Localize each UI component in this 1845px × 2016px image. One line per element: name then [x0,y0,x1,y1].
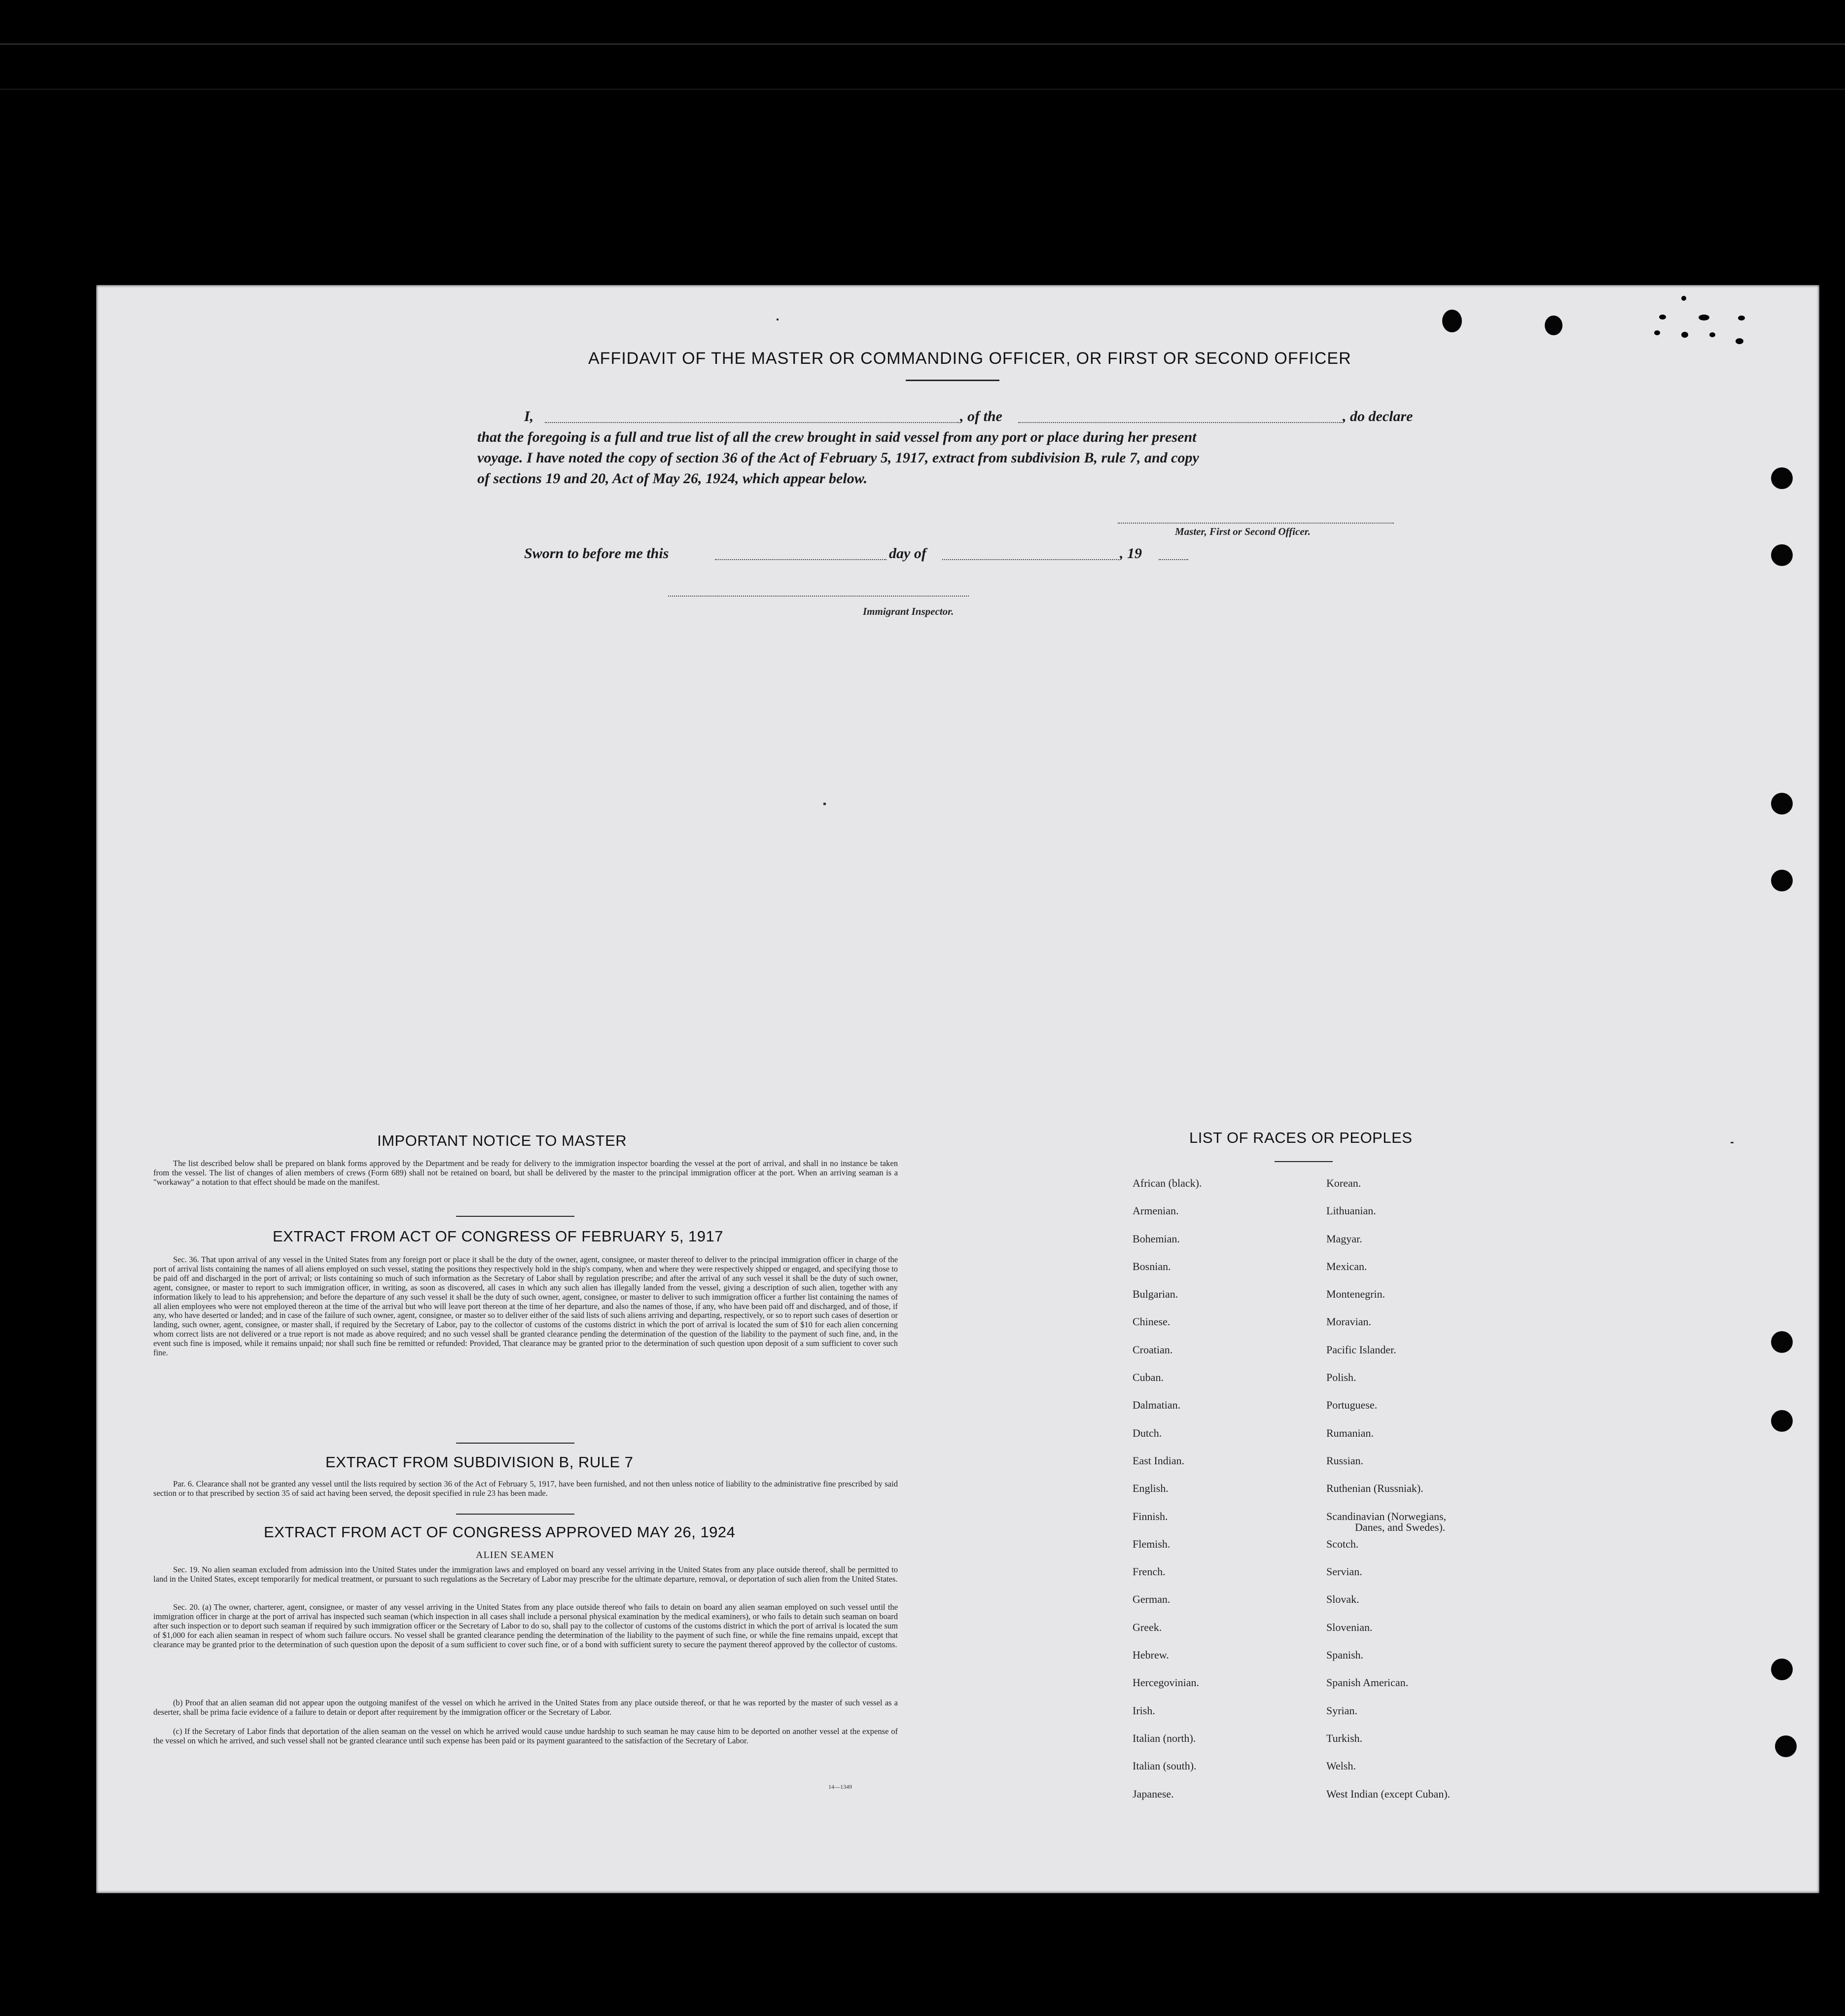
name-field[interactable] [545,422,959,423]
race-item-text: Scandinavian (Norwegians, [1326,1510,1447,1522]
race-item: Dutch. [1133,1426,1162,1439]
race-item: Spanish. [1326,1649,1364,1662]
race-item: Korean. [1326,1177,1361,1189]
affidavit-of-the-label: , of the [960,408,1002,424]
race-item: French. [1133,1565,1166,1578]
race-item: Greek. [1133,1621,1162,1633]
form-number: 14—1349 [828,1783,852,1790]
race-item: Italian (south). [1133,1760,1197,1772]
race-item: Pacific Islander. [1326,1343,1396,1356]
document-sheet [96,285,1819,1893]
ink-speck [1659,315,1666,319]
race-item: Irish. [1133,1704,1155,1717]
notice-title: IMPORTANT NOTICE TO MASTER [377,1132,627,1149]
sworn-year-field[interactable] [1159,559,1188,560]
race-item: African (black). [1133,1177,1202,1189]
punch-hole [1771,793,1793,814]
race-item: Cuban. [1133,1371,1164,1384]
race-item: Bohemian. [1133,1232,1180,1245]
punch-hole [1771,544,1793,566]
paper-speck [777,318,779,320]
extract-1917-text: Sec. 36. That upon arrival of any vessel in the United States from any foreign port or place it shall be the duty of the owner, agent, consignee, or master thereof to deliver to the principal immigration officer in charge of the port of arrival lists containing the names of all aliens employed on such vessel, stating the positions they respectively hold in the ship's company, when and where they were respectively shipped or engaged, and specifying those to be paid off and discharged in the port of arrival; or lists containing so much of such information as the Secretary of Labor shall by regulation prescribe; and after the arrival of any such vessel it shall be the duty of such owner, agent, consignee, or master to report to such immigration officer, in writing, as soon as discovered, all cases in which any such alien has illegally landed from the vessel, giving a description of such alien, together with any information likely to lead to his apprehension; and before the departure of any such vessel it shall be the duty of such owner, agent, consignee, or master to deliver to such immigration officer a further list containing the names of all alien employees who were not employed thereon at the time of the arrival but who will leave port thereon at the time of her departure, and also the names of those, if any, who have been paid off and discharged, and of those, if any, who have deserted or landed; and in case of the failure of such owner, agent, consignee, or master so to deliver either of the said lists of such aliens arriving and departing, respectively, or so to report such cases of desertion or landing, such owner, agent, consignee, or master shall, if required by the Secretary of Labor, pay to the collector of customs of the customs district in which the port of arrival is located the sum of $10 for each alien concerning whom correct lists are not delivered or a true report is not made as above required; and no such vessel shall be granted clearance pending the determination of the question of the liability to the payment of such fine, and, in the event such fine is imposed, while it remains unpaid; nor shall such fine be remitted or refunded: Provided, That clearance may be granted prior to the determination of such question upon deposit of a sum sufficient to cover such fine. [153,1255,898,1358]
race-item: Scotch. [1326,1537,1359,1550]
vessel-field[interactable] [1018,422,1342,423]
race-item: Croatian. [1133,1343,1173,1356]
section-divider [456,1216,574,1217]
punch-hole [1775,1735,1797,1757]
section-divider [456,1443,574,1444]
races-title-underline [1275,1161,1333,1162]
race-item: Italian (north). [1133,1732,1196,1744]
ink-speck [1709,332,1715,337]
extract-rule7-title: EXTRACT FROM SUBDIVISION B, RULE 7 [325,1453,634,1471]
race-item: Syrian. [1326,1704,1357,1717]
ink-speck [1736,338,1743,344]
race-item: Hebrew. [1133,1649,1169,1662]
race-item: Ruthenian (Russniak). [1326,1482,1423,1495]
race-item: Turkish. [1326,1732,1363,1744]
extract-rule7-text: Par. 6. Clearance shall not be granted any vessel until the lists required by section 36 of the Act of February 5, 1917, have been furnished, and not then unless notice of liability to the administrative fine prescribed by said section or to that prescribed by section 35 of said act having been served, the deposit specified in rule 23 has been made. [153,1479,898,1498]
race-item: Flemish. [1133,1537,1171,1550]
race-item [1326,1510,1450,1537]
race-item: Montenegrin. [1326,1288,1385,1301]
affidavit-line-2: that the foregoing is a full and true list of all the crew brought in said vessel from any port or place during her present [477,429,1197,445]
extract-1924-sec19: Sec. 19. No alien seaman excluded from admission into the United States under the immigration laws and employed on board any vessel arriving in the United States from any place outside thereof, shall be permitted to land in the United States, except temporarily for medical treatment, or pursuant to such regulations as the Secretary of Labor may prescribe for the ultimate departure, removal, or deportation of such alien from the United States. [153,1565,898,1584]
race-item: Welsh. [1326,1760,1356,1772]
race-item: German. [1133,1593,1171,1606]
extract-1924-sec20a: Sec. 20. (a) The owner, charterer, agent, consignee, or master of any vessel arriving in the United States from any place outside thereof who fails to detain on board any alien seaman employed on such vessel until the immigration officer in charge at the port of arrival has inspected such seaman (which inspection in all cases shall include a personal physical examination by the medical examiners), or who fails to detain such seaman on board after such inspection or to deport such seaman if required by such immigration officer or the Secretary of Labor to do so, shall pay to the collector of customs of the customs district in which the port of arrival is located the sum of $1,000 for each alien seaman in respect of whom such failure occurs. No vessel shall be granted clearance pending the determination of the liability to the payment of such fine, or while the fine remains unpaid, except that clearance may be granted prior to the determination of such question upon the deposit of a sum sufficient to cover such fine, or of a bond with sufficient surety to secure the payment thereof approved by the collector of customs. [153,1602,898,1649]
punch-hole [1771,1410,1793,1432]
punch-hole [1771,1659,1793,1680]
ink-speck [1738,316,1745,320]
race-item: Finnish. [1133,1510,1168,1522]
master-signature-line[interactable] [1118,523,1394,524]
race-item: Armenian. [1133,1204,1179,1217]
punch-hole [1771,467,1793,489]
paper-speck [1731,1142,1734,1143]
affidavit-i-label: I, [524,408,534,424]
affidavit-line-4: of sections 19 and 20, Act of May 26, 1924, which appear below. [477,470,868,487]
race-item: West Indian (except Cuban). [1326,1787,1451,1800]
ink-blot [1442,310,1462,332]
races-column-2 [1326,1176,1450,1815]
race-item: Bulgarian. [1133,1288,1178,1301]
races-title: LIST OF RACES OR PEOPLES [1189,1129,1413,1146]
scan-edge-line [0,43,1845,45]
sworn-day-field[interactable] [715,559,887,560]
extract-1924-sec20b: (b) Proof that an alien seaman did not appear upon the outgoing manifest of the vessel on which he arrived in the United States from any place outside thereof, or that he was reported by the master of such vessel as a deserter, shall be prima facie evidence of a failure to detain or deport after requirement by the immigration officer or the Secretary of Labor. [153,1698,898,1717]
race-item: Portuguese. [1326,1399,1378,1412]
scan-edge-line [0,89,1845,90]
race-item: Mexican. [1326,1260,1367,1273]
title-underline [906,380,999,381]
extract-1924-subtitle: ALIEN SEAMEN [476,1550,555,1560]
race-item: Hercegovinian. [1133,1676,1199,1689]
race-item: Russian. [1326,1454,1364,1467]
day-of-label: day of [889,545,926,562]
punch-hole [1771,870,1793,891]
race-item: Lithuanian. [1326,1204,1376,1217]
race-item: Rumanian. [1326,1426,1374,1439]
affidavit-line-3: voyage. I have noted the copy of section 36 of the Act of February 5, 1917, extract from subdivision B, rule 7, and copy [477,450,1199,466]
race-item: Dalmatian. [1133,1399,1181,1412]
ink-blot [1545,316,1562,335]
race-item: Servian. [1326,1565,1362,1578]
race-item: English. [1133,1482,1169,1495]
affidavit-title: AFFIDAVIT OF THE MASTER OR COMMANDING OFFICER, OR FIRST OR SECOND OFFICER [588,349,1351,368]
ink-speck [1681,332,1688,338]
sworn-month-field[interactable] [942,559,1119,560]
affidavit-declare-label: , do declare [1343,408,1413,424]
race-item-continuation: Danes, and Swedes). [1355,1521,1446,1533]
races-column-1 [1133,1176,1202,1815]
paper-speck [823,803,826,805]
race-item: Chinese. [1133,1315,1171,1328]
ink-speck [1699,315,1709,320]
race-item: Slovenian. [1326,1621,1373,1633]
race-item: Slovak. [1326,1593,1359,1606]
race-item: Bosnian. [1133,1260,1171,1273]
sworn-label: Sworn to before me this [524,545,669,562]
section-divider [456,1514,574,1515]
extract-1924-title: EXTRACT FROM ACT OF CONGRESS APPROVED MAY 26, 1924 [264,1523,736,1541]
punch-hole [1771,1331,1793,1353]
notice-text: The list described below shall be prepared on blank forms approved by the Department and be ready for delivery to the immigration inspector boarding the vessel at the port of arrival, and shall in no instance be taken from the vessel. The list of changes of alien members of crews (Form 689) shall not be retained on board, but shall be delivered by the master to the principal immigration officer at the port. When an arriving seaman is a "workaway" a notation to that effect should be made on the manifest. [153,1159,898,1187]
race-item: East Indian. [1133,1454,1185,1467]
race-item: Japanese. [1133,1787,1174,1800]
master-signature-label: Master, First or Second Officer. [1175,526,1311,537]
extract-1917-title: EXTRACT FROM ACT OF CONGRESS OF FEBRUARY 5, 1917 [273,1228,724,1245]
inspector-signature-line[interactable] [668,596,969,597]
race-item: Spanish American. [1326,1676,1409,1689]
inspector-label: Immigrant Inspector. [863,605,954,617]
extract-1924-sec20c: (c) If the Secretary of Labor finds that deportation of the alien seaman on the vessel on which he arrived would cause undue hardship to such seaman he may cause him to be deported on another vessel at the expense of the vessel on which he arrived, and such vessel shall not be granted clearance until such expense has been paid or its payment guaranteed to the satisfaction of the Secretary of Labor. [153,1727,898,1745]
year-label: , 19 [1120,545,1142,562]
race-item: Polish. [1326,1371,1356,1384]
ink-speck [1681,296,1686,301]
race-item: Magyar. [1326,1232,1362,1245]
race-item: Moravian. [1326,1315,1372,1328]
ink-speck [1654,330,1660,335]
